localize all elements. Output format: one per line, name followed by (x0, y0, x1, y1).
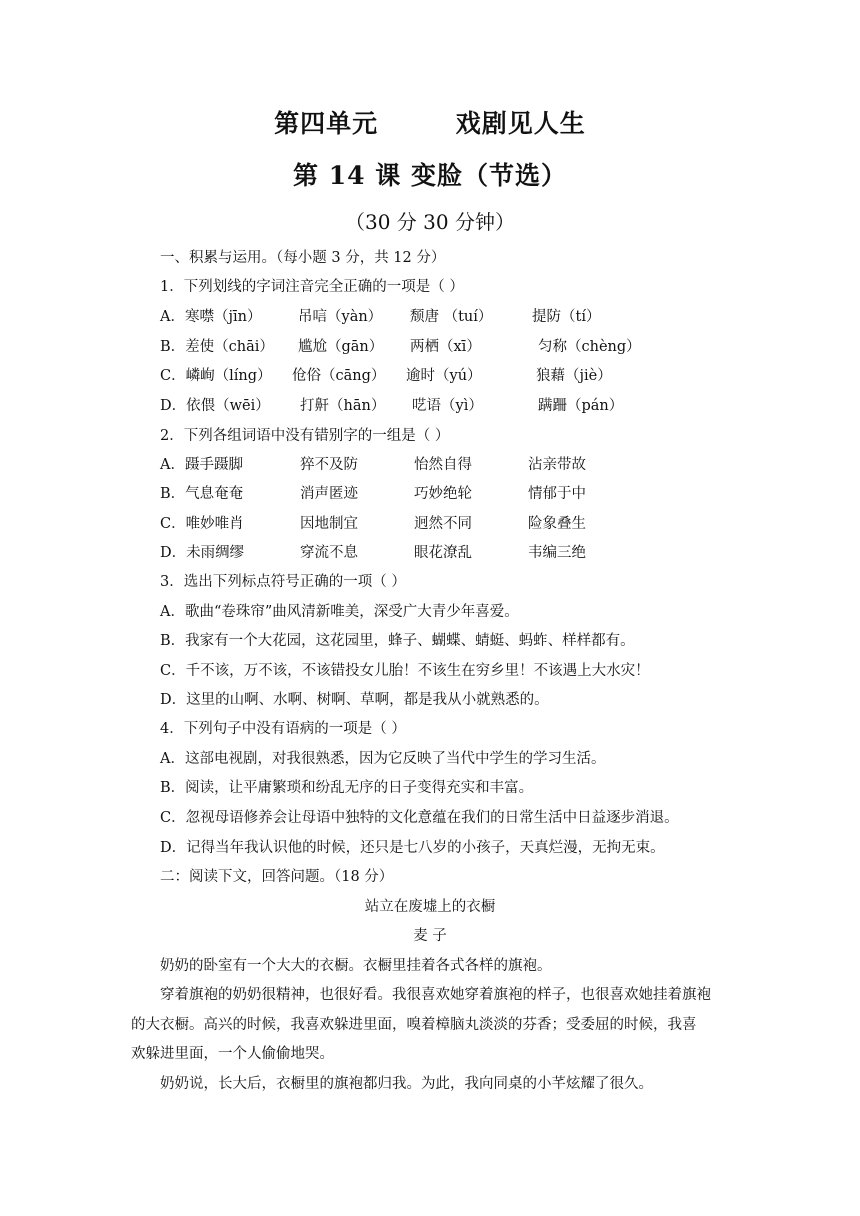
q4-option-d: D．记得当年我认识他的时候，还只是七八岁的小孩子，天真烂漫，无拘无束。 (160, 840, 665, 856)
q2-option-b-4: 情郁于中 (528, 486, 586, 502)
article-paragraph: 穿着旗袍的奶奶很精神，也很好看。我很喜欢她穿着旗袍的样子，也很喜欢她挂着旗袍 (160, 987, 711, 1003)
q2-option-d-4: 韦编三绝 (528, 545, 586, 561)
q1-option-b-2: 尴尬（gān） (298, 339, 384, 355)
q3-option-d: D．这里的山啊、水啊、树啊、草啊，都是我从小就熟悉的。 (160, 692, 549, 708)
section2-title: 二：阅读下文，回答问题。（18 分） (160, 869, 394, 885)
article-author: 麦 子 (413, 928, 447, 944)
q2-option-a-3: 怡然自得 (414, 457, 472, 473)
q1-option-d-3: 呓语（yì） (412, 398, 483, 414)
q2-option-a-2: 猝不及防 (300, 457, 358, 473)
section1-title: 一、积累与运用。（每小题 3 分，共 12 分） (160, 250, 446, 266)
q4-stem: 4．下列句子中没有语病的一项是（ ） (160, 721, 406, 737)
article-paragraph: 奶奶的卧室有一个大大的衣橱。衣橱里挂着各式各样的旗袍。 (160, 958, 552, 974)
q1-option-a-3: 颓唐 （tuí） (410, 309, 493, 325)
lesson-title: 第 14 课 变脸（节选） (293, 161, 567, 190)
q2-option-b-2: 消声匿迹 (300, 486, 358, 502)
q3-option-a: A．歌曲“卷珠帘”曲风清新唯美，深受广大青少年喜爱。 (160, 604, 519, 620)
q2-option-c-4: 险象叠生 (528, 516, 586, 532)
article-paragraph: 奶奶说，长大后，衣橱里的旗袍都归我。为此，我向同桌的小芊炫耀了很久。 (160, 1076, 653, 1092)
q1-option-d-1: D．依偎（wēi） (160, 398, 270, 414)
q4-option-a: A．这部电视剧，对我很熟悉，因为它反映了当代中学生的学习生活。 (160, 751, 606, 767)
q2-option-c-2: 因地制宜 (300, 516, 358, 532)
unit-title: 第四单元 戏剧见人生 (274, 109, 586, 138)
score-time: （30 分 30 分钟） (345, 210, 515, 234)
q1-option-d-2: 打鼾（hān） (300, 398, 386, 414)
q2-option-c-3: 迥然不同 (414, 516, 472, 532)
q2-option-b-3: 巧妙绝轮 (414, 486, 472, 502)
q2-stem: 2．下列各组词语中没有错别字的一组是（ ） (160, 428, 450, 444)
article-paragraph-continued: 的大衣橱。高兴的时候，我喜欢躲进里面，嗅着樟脑丸淡淡的芬香；受委屈的时候，我喜 (131, 1017, 697, 1033)
q2-option-c-1: C．唯妙唯肖 (160, 516, 244, 532)
q2-option-b-1: B．气息奄奄 (160, 486, 244, 502)
q4-option-b: B．阅读，让平庸繁琐和纷乱无序的日子变得充实和丰富。 (160, 780, 534, 796)
q1-option-a-2: 吊唁（yàn） (298, 309, 383, 325)
q4-option-c: C．忽视母语修养会让母语中独特的文化意蕴在我们的日常生活中日益逐步消退。 (160, 810, 679, 826)
q3-option-b: B．我家有一个大花园，这花园里，蜂子、蝴蝶、蜻蜓、蚂蚱、样样都有。 (160, 633, 635, 649)
q1-option-c-2: 伧俗（cāng） (292, 368, 386, 384)
q1-option-b-1: B．差使（chāi） (160, 339, 274, 355)
q2-option-d-3: 眼花潦乱 (414, 545, 472, 561)
q2-option-a-4: 沾亲带故 (528, 457, 586, 473)
q1-option-d-4: 蹒跚（pán） (538, 398, 624, 414)
article-paragraph-continued: 欢躲进里面，一个人偷偷地哭。 (131, 1046, 334, 1062)
q1-stem: 1．下列划线的字词注音完全正确的一项是（ ） (160, 279, 464, 295)
q2-option-a-1: A．蹑手蹑脚 (160, 457, 243, 473)
q3-stem: 3．选出下列标点符号正确的一项（ ） (160, 574, 406, 590)
q1-option-a-1: A．寒噤（jīn） (160, 309, 262, 325)
q1-option-a-4: 提防（tí） (532, 309, 601, 325)
q1-option-b-3: 两栖（xī） (410, 339, 481, 355)
q1-option-c-3: 逾时（yú） (406, 368, 482, 384)
q1-option-c-1: C．嶙峋（líng） (160, 368, 272, 384)
article-title: 站立在废墟上的衣橱 (364, 899, 496, 915)
q3-option-c: C．千不该，万不该，不该错投女儿胎！不该生在穷乡里！不该遇上大水灾！ (160, 663, 650, 679)
q1-option-b-4: 匀称（chèng） (538, 339, 641, 355)
q2-option-d-1: D．未雨绸缪 (160, 545, 245, 561)
q1-option-c-4: 狼藉（jiè） (536, 368, 612, 384)
q2-option-d-2: 穿流不息 (300, 545, 358, 561)
